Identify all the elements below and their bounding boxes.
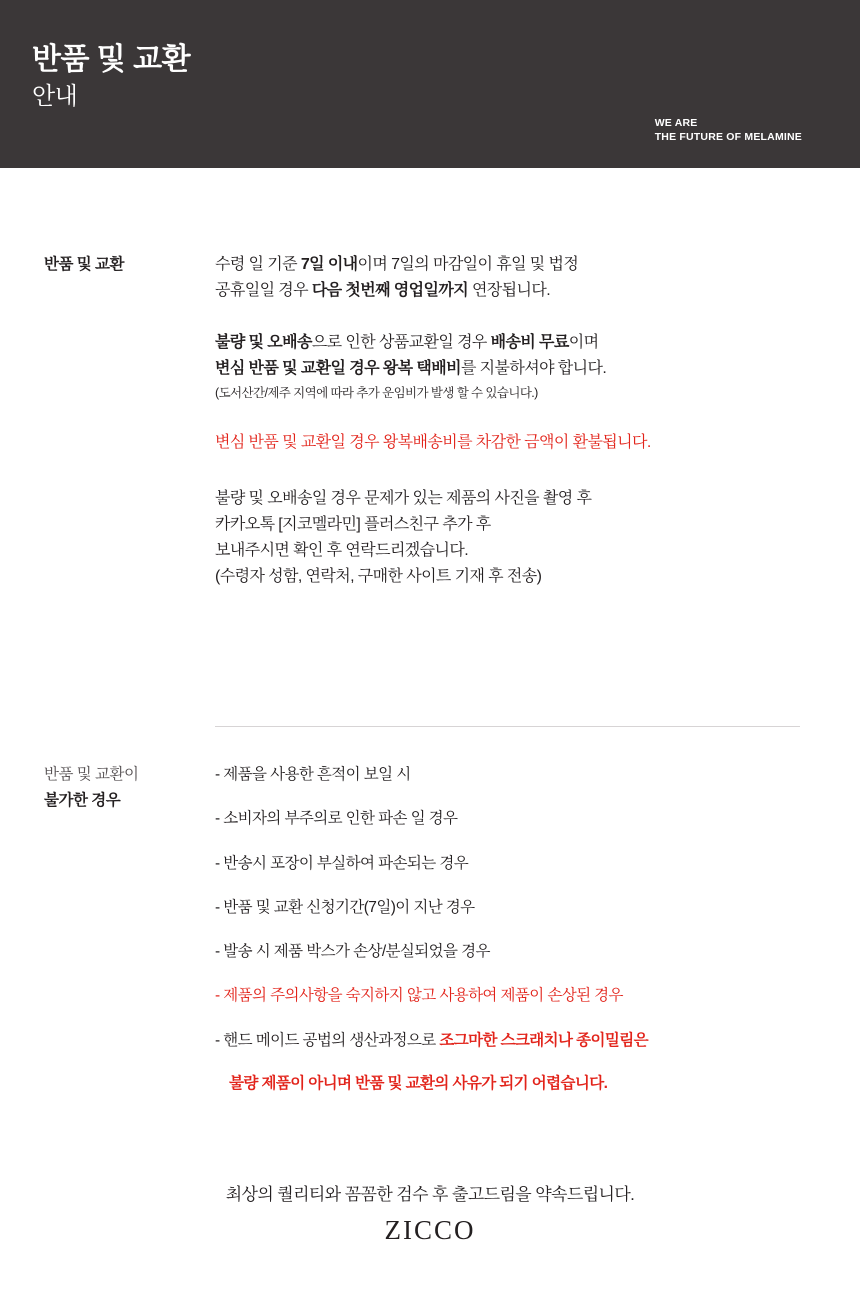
p2-end2: 를 지불하셔야 합니다. xyxy=(460,359,607,377)
list-item xyxy=(215,1029,815,1052)
p1-bold2: 다음 첫번째 영업일까지 xyxy=(311,281,469,299)
list-item: - 제품의 주의사항을 숙지하지 않고 사용하여 제품이 손상된 경우 xyxy=(215,987,623,1005)
section-label-not-allowed-line1: 반품 및 교환이 xyxy=(44,766,139,783)
list-item: - 발송 시 제품 박스가 손상/분실되었을 경우 xyxy=(215,943,490,960)
p2-bold1: 불량 및 오배송 xyxy=(215,333,312,351)
p2-end1: 이며 xyxy=(568,333,599,351)
page-title: 반품 및 교환 xyxy=(32,43,191,76)
brand-tagline xyxy=(655,116,802,144)
list-item-continuation: 불량 제품이 아니며 반품 및 교환의 사유가 되기 어렵습니다. xyxy=(229,1074,608,1092)
p2-bold2: 배송비 무료 xyxy=(490,333,569,351)
p1-part2: 이며 7일의 마감일이 휴일 및 법정 xyxy=(357,256,579,273)
p1-bold1: 7일 이내 xyxy=(300,256,358,273)
page-subtitle: 안내 xyxy=(32,83,78,110)
brand-tagline-line2: THE FUTURE OF MELAMINE xyxy=(654,131,802,144)
closing-statement: 최상의 퀄리티와 꼼꼼한 검수 후 출고드림을 약속드립니다. xyxy=(225,1185,635,1204)
section-label-returns xyxy=(44,252,124,274)
returns-body xyxy=(215,252,815,590)
page-header xyxy=(0,0,860,168)
contact-line-3: 보내주시면 확인 후 연락드리겠습니다. xyxy=(215,542,469,560)
returns-note: (도서산간/제주 지역에 따라 추가 운임비가 발생 할 수 있습니다.) xyxy=(215,385,538,400)
list-item: - 반송시 포장이 부실하여 파손되는 경우 xyxy=(215,854,469,872)
returns-contact-block xyxy=(215,486,815,590)
section-divider xyxy=(215,726,800,727)
last-item-red: 조그마한 스크래치나 종이밀림은 xyxy=(439,1031,648,1049)
list-item: - 제품을 사용한 흔적이 보일 시 xyxy=(215,766,411,783)
not-allowed-body xyxy=(215,763,815,1095)
p2-bold4: 왕복 택배비 xyxy=(382,359,461,377)
list-item: - 반품 및 교환 신청기간(7일)이 지난 경우 xyxy=(215,898,475,916)
brand-logo: ZICCO xyxy=(384,1215,476,1245)
returns-refund-notice: 변심 반품 및 교환일 경우 왕복배송비를 차감한 금액이 환불됩니다. xyxy=(215,434,651,452)
returns-paragraph-2 xyxy=(215,330,815,382)
last-item-prefix: - 핸드 메이드 공법의 생산과정으로 xyxy=(215,1031,440,1049)
list-item: - 소비자의 부주의로 인한 파손 일 경우 xyxy=(215,810,458,828)
p2-bold3: 변심 반품 및 교환일 경우 xyxy=(215,359,383,377)
contact-line-4: (수령자 성함, 연락처, 구매한 사이트 기재 후 전송) xyxy=(215,568,542,585)
section-label-not-allowed xyxy=(44,762,138,810)
section-label-not-allowed-line2: 불가한 경우 xyxy=(44,792,121,809)
p1-line2-part1: 공휴일일 경우 xyxy=(215,281,312,299)
brand-tagline-line1: WE ARE xyxy=(654,117,698,129)
section-label-returns-text: 반품 및 교환 xyxy=(44,256,124,273)
returns-paragraph-1 xyxy=(215,252,815,304)
contact-line-1: 불량 및 오배송일 경우 문제가 있는 제품의 사진을 촬영 후 xyxy=(215,490,592,508)
p2-mid1: 으로 인한 상품교환일 경우 xyxy=(311,333,491,351)
p1-line2-part2: 연장됩니다. xyxy=(468,281,551,299)
p1-part1: 수령 일 기준 xyxy=(215,256,301,273)
contact-line-2: 카카오톡 [지코멜라민] 플러스친구 추가 후 xyxy=(215,516,491,534)
